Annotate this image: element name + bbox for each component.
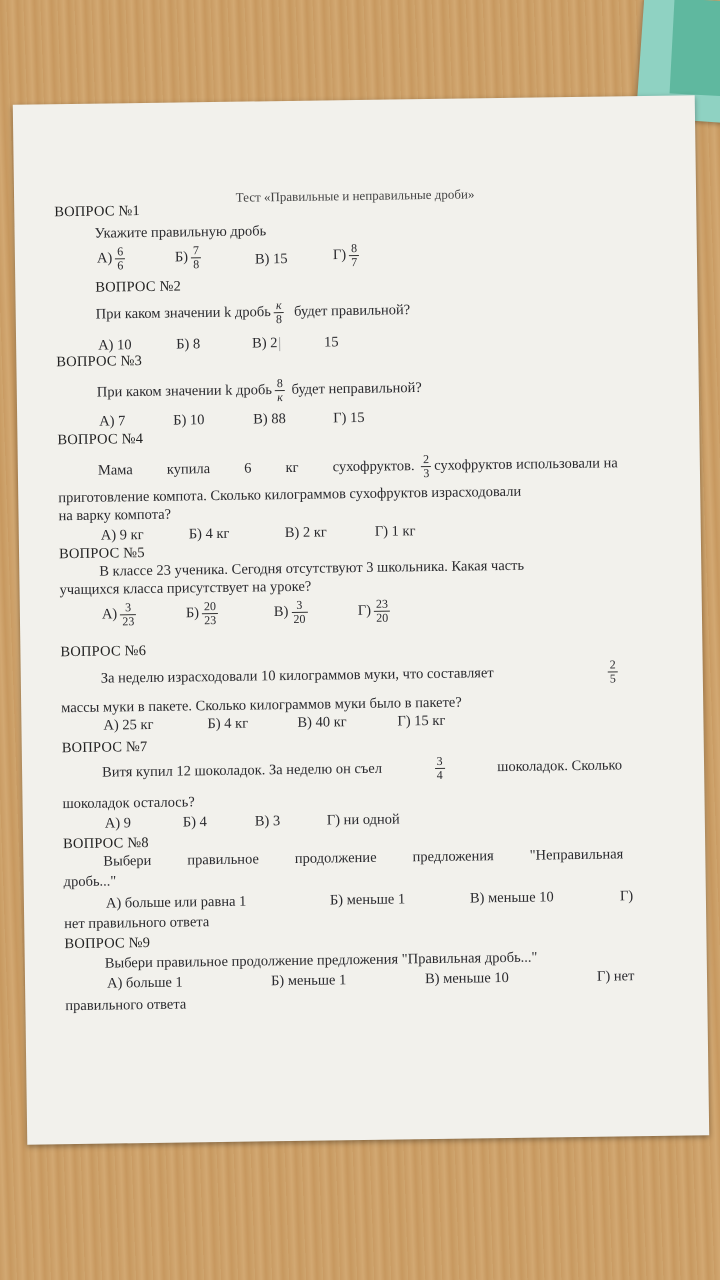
q9-option-b: Б) меньше 1 — [270, 972, 347, 990]
question-4-line-1: Мама купила 6 кг сухофруктов. $\frac{2}{3}$ сухофруктов использовали на — [97, 452, 618, 481]
q1-option-a: А) $\frac{6}{6}$ — [96, 244, 124, 273]
question-8-line-2: дробь..." — [63, 873, 117, 891]
question-5-line-1: В классе 23 ученика. Сегодня отсутствуют 3 школьника. Какая часть — [99, 557, 525, 580]
q5-option-d: Г) $\frac{23}{20}$ — [357, 596, 389, 625]
q7-option-c: В) 3 — [254, 813, 281, 830]
question-5-label: ВОПРОС №5 — [58, 545, 145, 563]
folder-background-dark — [670, 0, 720, 97]
q6-option-d: Г) 15 кг — [397, 712, 446, 730]
question-8-line-end: нет правильного ответа — [64, 914, 210, 933]
q7-option-a: А) 9 — [104, 815, 132, 832]
q2-option-a: А) 10 — [98, 337, 132, 354]
q4-option-d: Г) 1 кг — [374, 523, 416, 540]
question-2-text: При каком значении k дробь $\frac{к}{8}$ будет правильной? — [95, 298, 411, 327]
q3-option-b: Б) 10 — [173, 412, 205, 429]
q9-option-c: В) меньше 10 — [424, 969, 509, 988]
q9-option-d: Г) нет — [596, 968, 635, 985]
q5-option-a: А) $\frac{3}{23}$ — [101, 600, 135, 629]
question-8-label: ВОПРОС №8 — [62, 834, 149, 853]
q8-option-c: В) меньше 10 — [469, 889, 554, 907]
question-9-label: ВОПРОС №9 — [64, 934, 151, 953]
question-6-line-1: За неделю израсходовали 10 килограммов муки, что составляет $\frac{2}{5}$ — [100, 657, 616, 687]
question-6-line-2: массы муки в пакете. Сколько килограммов муки было в пакете? — [61, 694, 462, 717]
q6-option-b: Б) 4 кг — [207, 715, 249, 733]
q8-option-d: Г) — [619, 888, 634, 905]
q3-option-d: Г) 15 — [333, 409, 365, 427]
question-4-line-3: на варку компота? — [58, 506, 172, 525]
q8-option-b: Б) меньше 1 — [329, 891, 406, 909]
q2-option-b: Б) 8 — [176, 336, 201, 353]
page-title: Тест «Правильные и неправильные дроби» — [235, 186, 475, 205]
question-9-line-end: правильного ответа — [65, 996, 187, 1015]
q1-option-b: Б) $\frac{7}{8}$ — [174, 243, 200, 272]
q8-option-a: А) больше или равна 1 — [105, 893, 247, 912]
q9-option-a: А) больше 1 — [106, 974, 183, 992]
question-4-line-2: приготовление компота. Сколько килограммов сухофруктов израсходовали — [58, 483, 522, 507]
q3-option-c: В) 88 — [253, 411, 286, 428]
question-1-label: ВОПРОС №1 — [54, 203, 141, 221]
q5-option-c: В) $\frac{3}{20}$ — [273, 597, 306, 626]
test-sheet — [13, 95, 709, 1144]
q1-option-d: Г) $\frac{8}{7}$ — [332, 241, 358, 270]
q4-option-a: А) 9 кг — [100, 527, 144, 544]
question-8-line-1: Выбери правильное продолжение предложения "Неправильная — [103, 846, 624, 870]
q4-option-b: Б) 4 кг — [188, 525, 230, 543]
q2-option-d: 15 — [324, 334, 339, 351]
q1-option-c: В) 15 — [254, 250, 288, 268]
question-6-label: ВОПРОС №6 — [60, 643, 147, 661]
q7-option-d: Г) ни одной — [326, 811, 400, 829]
question-7-label: ВОПРОС №7 — [61, 738, 148, 757]
q6-option-c: В) 40 кг — [297, 714, 347, 731]
q3-option-a: А) 7 — [99, 413, 126, 430]
q6-option-a: А) 25 кг — [103, 716, 154, 734]
q2-option-c: В) 2 — [252, 335, 281, 352]
q5-option-b: Б) $\frac{20}{23}$ — [185, 599, 217, 628]
question-2-label: ВОПРОС №2 — [95, 278, 182, 296]
question-5-line-2: учащихся класса присутствует на уроке? — [59, 578, 312, 599]
question-7-line-1: Витя купил 12 шоколадок. За неделю он съел $\frac{3}{4}$ шоколадок. Сколько — [101, 753, 623, 782]
question-3-label: ВОПРОС №3 — [56, 353, 143, 371]
question-7-line-2: шоколадок осталось? — [62, 794, 195, 813]
q7-option-b: Б) 4 — [182, 814, 207, 831]
question-4-label: ВОПРОС №4 — [57, 431, 144, 449]
question-9-line-1: Выбери правильное продолжение предложения "Правильная дробь..." — [104, 949, 538, 972]
question-3-text: При каком значении k дробь $\frac{8}{к}$ будет неправильной? — [96, 376, 422, 405]
question-1-text: Укажите правильную дробь — [94, 223, 267, 242]
q4-option-c: В) 2 кг — [284, 524, 327, 542]
